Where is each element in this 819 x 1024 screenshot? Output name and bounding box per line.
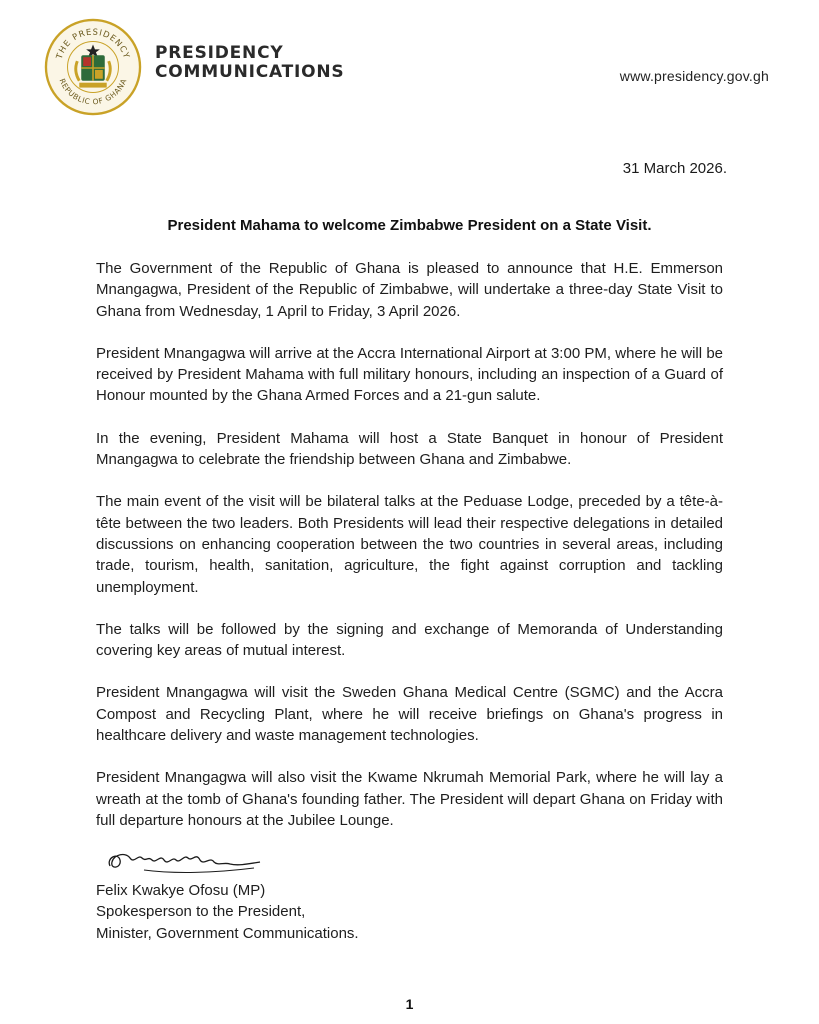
seal-text-top: THE PRESIDENCY (53, 26, 133, 61)
brand-line-presidency: PRESIDENCY (155, 43, 284, 63)
paragraph: The talks will be followed by the signing and exchange of Memoranda of Understanding covering key areas of mutual interest. (96, 620, 723, 660)
paragraph: The main event of the visit will be bilateral talks at the Peduase Lodge, preceded by a tête-à-tête between the two leaders. Both Presidents will lead their respective delegations in detailed discussions on enhancing cooperation between the two countries in several areas, including trade, tourism, health, sanitation, agriculture, the fight against corruption and tackling unemployment. (96, 493, 723, 596)
release-body (96, 258, 723, 852)
release-title: President Mahama to welcome Zimbabwe President on a State Visit. (167, 217, 652, 234)
paragraph: The Government of the Republic of Ghana is pleased to announce that H.E. Emmerson Mnangagwa, President of the Republic of Zimbabwe, will undertake a three-day State Visit to Ghana from Wednesday, 1 April to Friday, 3 April 2026. (96, 260, 723, 320)
handwritten-signature-icon (104, 840, 264, 880)
page-number: 1 (405, 996, 414, 1012)
signer-name: Felix Kwakye Ofosu (MP) (96, 882, 266, 899)
paragraph: President Mnangagwa will visit the Sweden Ghana Medical Centre (SGMC) and the Accra Compost and Recycling Plant, where he will receive briefings on Ghana's progress in healthcare delivery and waste management technologies. (96, 684, 723, 745)
paragraph: In the evening, President Mahama will host a State Banquet in honour of President Mnangagwa to celebrate the friendship between Ghana and Zimbabwe. (96, 429, 723, 469)
seal-text-bottom: REPUBLIC OF GHANA (57, 77, 129, 107)
paragraph: President Mnangagwa will also visit the Kwame Nkrumah Memorial Park, where he will lay a wreath at the tomb of Ghana's founding father. The President will depart Ghana on Friday with full departure honours at the Jubilee Lounge. (96, 769, 723, 829)
brand-line-communications: COMMUNICATIONS (155, 62, 345, 82)
presidency-seal-icon (44, 18, 142, 116)
signer-role: Minister, Government Communications. (96, 924, 359, 942)
paragraph: President Mnangagwa will arrive at the Accra International Airport at 3:00 PM, where he will be received by President Mahama with full military honours, including an inspection of a Guard of Honour mounted by the Ghana Armed Forces and a 21-gun salute. (96, 344, 723, 405)
release-date: 31 March 2026. (622, 160, 727, 177)
brand-wordmark (155, 44, 344, 82)
website-link[interactable]: www.presidency.gov.gh (619, 68, 769, 84)
signer-block (96, 880, 359, 944)
signer-role: Spokesperson to the President, (96, 903, 306, 921)
